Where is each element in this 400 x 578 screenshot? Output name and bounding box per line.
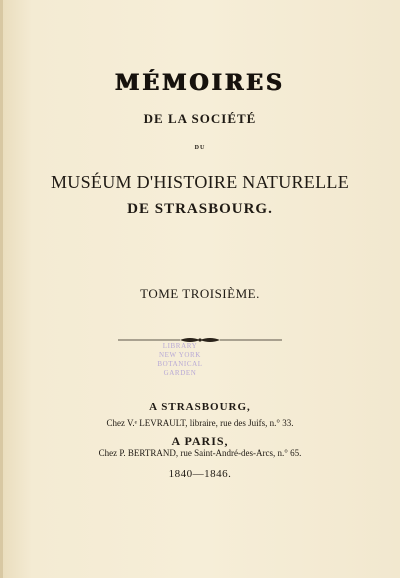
imprint-years: 1840—1846. [168,468,232,480]
title-strasbourg: DE STRASBOURG. [127,201,273,217]
imprint-city-strasbourg: A STRASBOURG, [149,401,251,413]
title-museum: MUSÉUM D'HISTOIRE NATURELLE [50,172,349,192]
library-stamp [148,342,212,378]
title-du: DU [194,145,206,151]
imprint-city-paris: A PARIS, [171,434,229,448]
volume-label: TOME TROISIÈME. [140,286,260,301]
stamp-line: GARDEN [163,369,197,377]
title-memoires: MÉMOIRES [115,70,285,96]
stamp-line: BOTANICAL [157,360,203,368]
imprint-publisher-bertrand: Chez P. BERTRAND, rue Saint-André-des-Arcs, n.° 65. [98,448,302,458]
stamp-line: LIBRARY [162,342,198,350]
title-de-la-societe: DE LA SOCIÉTÉ [143,111,257,126]
stamp-line: NEW YORK [159,351,201,359]
imprint-publisher-levrault: Chez V.ᵉ LEVRAULT, libraire, rue des Juifs, n.° 33. [106,418,294,428]
